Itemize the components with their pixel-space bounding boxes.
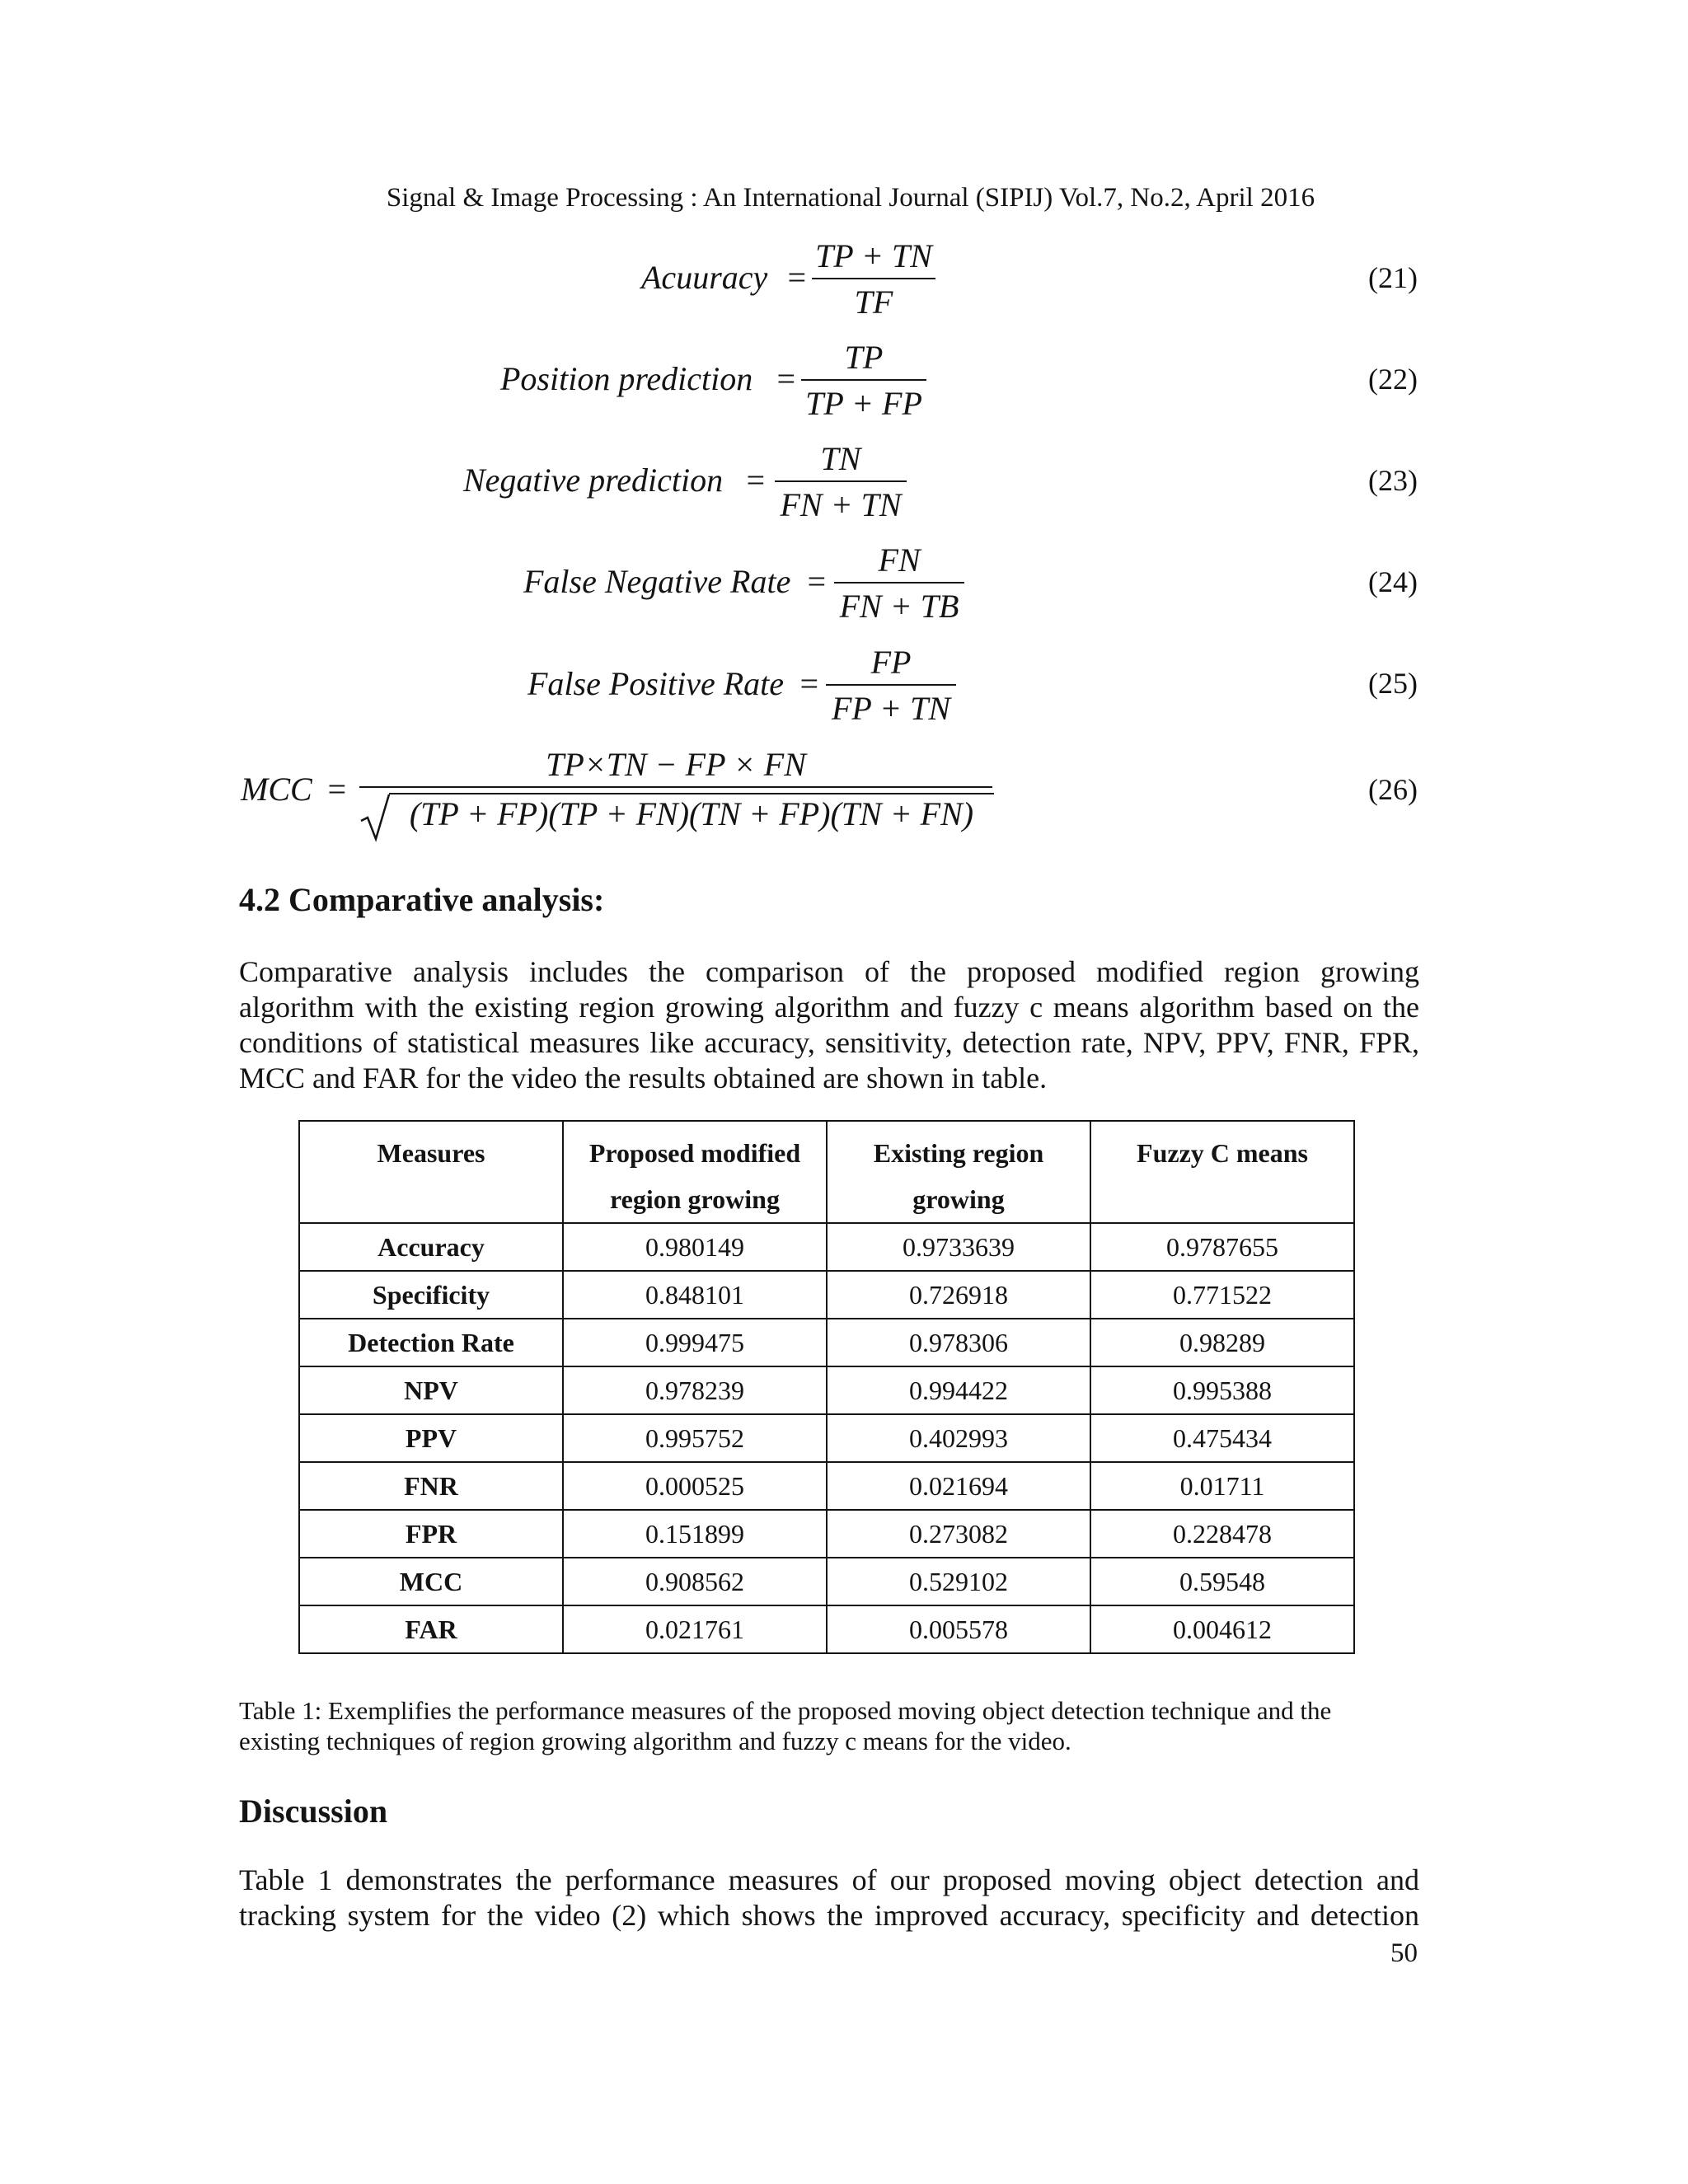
- row-label: Specificity: [299, 1271, 563, 1319]
- table-row: [299, 1319, 1354, 1366]
- table-row: [299, 1366, 1354, 1414]
- table-cell: 0.273082: [827, 1510, 1090, 1558]
- column-header-proposed: Proposed modified region growing: [563, 1121, 827, 1223]
- row-label: Detection Rate: [299, 1319, 563, 1366]
- numerator: FP: [870, 644, 912, 681]
- fraction-den: [812, 283, 935, 321]
- row-label: Accuracy: [299, 1223, 563, 1271]
- fraction-bar: [812, 278, 935, 279]
- caption-line: existing techniques of region growing algorithm and fuzzy c means for the video.: [239, 1727, 1071, 1755]
- equation-lhs: MCC: [241, 771, 312, 808]
- section-heading: 4.2 Comparative analysis:: [239, 881, 605, 918]
- table-cell: 0.529102: [827, 1558, 1090, 1605]
- row-label: NPV: [299, 1366, 563, 1414]
- equation-number: (22): [1368, 363, 1418, 396]
- table-cell: 0.978239: [563, 1366, 827, 1414]
- numerator: TP + TN: [815, 237, 932, 274]
- equation-lhs: Position prediction: [500, 360, 753, 397]
- square-root-icon: [359, 793, 392, 842]
- table-cell: 0.151899: [563, 1510, 827, 1558]
- table-cell: 0.402993: [827, 1414, 1090, 1462]
- running-header: Signal & Image Processing : An International Journal (SIPIJ) Vol.7, No.2, April 2016: [386, 183, 1315, 213]
- table-cell: 0.726918: [827, 1271, 1090, 1319]
- table-row: [299, 1223, 1354, 1271]
- table-row: [299, 1558, 1354, 1605]
- fraction-bar: [775, 480, 907, 482]
- equals-sign: =: [326, 771, 348, 808]
- fraction: [775, 439, 907, 478]
- table-row: [299, 1271, 1354, 1319]
- equation-number: (23): [1368, 464, 1418, 497]
- page-number: 50: [1390, 1938, 1418, 1968]
- table-cell: 0.848101: [563, 1271, 827, 1319]
- performance-table: [298, 1120, 1355, 1654]
- table-cell: 0.980149: [563, 1223, 827, 1271]
- equation-lhs: Acuuracy: [641, 259, 768, 296]
- table-cell: 0.9733639: [827, 1223, 1090, 1271]
- denominator: TF: [854, 284, 893, 321]
- table-cell: 0.01711: [1090, 1462, 1354, 1510]
- equation-number: (26): [1368, 773, 1418, 806]
- table-cell: 0.000525: [563, 1462, 827, 1510]
- discussion-paragraph: [239, 1863, 1419, 1933]
- numerator: TN: [820, 440, 861, 477]
- table-cell: 0.771522: [1090, 1271, 1354, 1319]
- paragraph-line: algorithm with the existing region growing algorithm and fuzzy c means algorithm based on the: [239, 991, 1419, 1024]
- denominator: FN + TN: [780, 486, 902, 523]
- fraction-den: [834, 587, 964, 626]
- fraction: [834, 541, 964, 579]
- equals-sign: =: [744, 462, 767, 499]
- denominator: (TP + FP)(TP + FN)(TN + FP)(TN + FN): [409, 795, 974, 832]
- fraction-bar: [826, 684, 956, 686]
- fraction: [826, 643, 956, 682]
- table-cell: 0.908562: [563, 1558, 827, 1605]
- paragraph-line: MCC and FAR for the video the results obtained are shown in table.: [239, 1062, 1048, 1094]
- table-cell: 0.228478: [1090, 1510, 1354, 1558]
- equation-number: (21): [1368, 261, 1418, 294]
- denominator: FP + TN: [831, 690, 951, 727]
- table-cell: 0.98289: [1090, 1319, 1354, 1366]
- discussion-heading: Discussion: [239, 1793, 388, 1830]
- table-cell: 0.999475: [563, 1319, 827, 1366]
- table-cell: 0.021761: [563, 1605, 827, 1653]
- row-label: PPV: [299, 1414, 563, 1462]
- fraction-den: [775, 485, 907, 524]
- caption-line: Table 1: Exemplifies the performance measures of the proposed moving object detection technique and the: [239, 1696, 1332, 1725]
- denominator: TP + FP: [805, 385, 922, 422]
- fraction: [812, 237, 935, 275]
- table-row: [299, 1462, 1354, 1510]
- equals-sign: =: [805, 563, 828, 600]
- table-header-row: [299, 1121, 1354, 1223]
- denominator: FN + TB: [839, 588, 959, 625]
- numerator: FN: [878, 541, 921, 579]
- paragraph-line: conditions of statistical measures like accuracy, sensitivity, detection rate, NPV, PPV, FNR, FPR,: [239, 1026, 1419, 1059]
- numerator: TP×TN − FP × FN: [546, 746, 806, 783]
- table-cell: 0.995752: [563, 1414, 827, 1462]
- fraction-bar: [834, 582, 964, 583]
- fraction-bar: [801, 379, 926, 381]
- table-cell: 0.475434: [1090, 1414, 1354, 1462]
- table-cell: 0.005578: [827, 1605, 1090, 1653]
- equals-sign: =: [785, 259, 808, 296]
- paragraph-line: Comparative analysis includes the comparison of the proposed modified region growing: [239, 955, 1419, 988]
- fraction: [801, 338, 926, 377]
- table-cell: 0.9787655: [1090, 1223, 1354, 1271]
- column-header-existing: Existing region growing: [827, 1121, 1090, 1223]
- table-row: [299, 1510, 1354, 1558]
- paragraph-line: tracking system for the video (2) which shows the improved accuracy, specificity and detection: [239, 1899, 1419, 1932]
- table-cell: 0.59548: [1090, 1558, 1354, 1605]
- equals-sign: =: [798, 665, 820, 702]
- fraction-den: [389, 794, 994, 833]
- fraction-den: [826, 689, 956, 728]
- fraction: [363, 745, 989, 784]
- paragraph-line: Table 1 demonstrates the performance measures of our proposed moving object detection and: [239, 1863, 1419, 1896]
- table-row: [299, 1605, 1354, 1653]
- equals-sign: =: [775, 360, 797, 397]
- table-cell: 0.021694: [827, 1462, 1090, 1510]
- table-cell: 0.994422: [827, 1366, 1090, 1414]
- table-cell: 0.995388: [1090, 1366, 1354, 1414]
- table-row: [299, 1414, 1354, 1462]
- column-header-fuzzy: Fuzzy C means: [1090, 1121, 1354, 1223]
- fraction-den: [801, 384, 926, 423]
- row-label: FAR: [299, 1605, 563, 1653]
- row-label: MCC: [299, 1558, 563, 1605]
- row-label: FNR: [299, 1462, 563, 1510]
- equation-lhs: False Positive Rate: [528, 665, 785, 702]
- table-caption: [239, 1695, 1419, 1756]
- numerator: TP: [844, 339, 884, 376]
- body-paragraph: [239, 954, 1419, 1096]
- equation-lhs: Negative prediction: [463, 462, 724, 499]
- equation-lhs: False Negative Rate: [523, 563, 791, 600]
- equation-number: (24): [1368, 565, 1418, 598]
- equation-number: (25): [1368, 667, 1418, 700]
- table-cell: 0.004612: [1090, 1605, 1354, 1653]
- column-header-measures: Measures: [299, 1121, 563, 1223]
- table-cell: 0.978306: [827, 1319, 1090, 1366]
- fraction-bar: [359, 786, 992, 788]
- row-label: FPR: [299, 1510, 563, 1558]
